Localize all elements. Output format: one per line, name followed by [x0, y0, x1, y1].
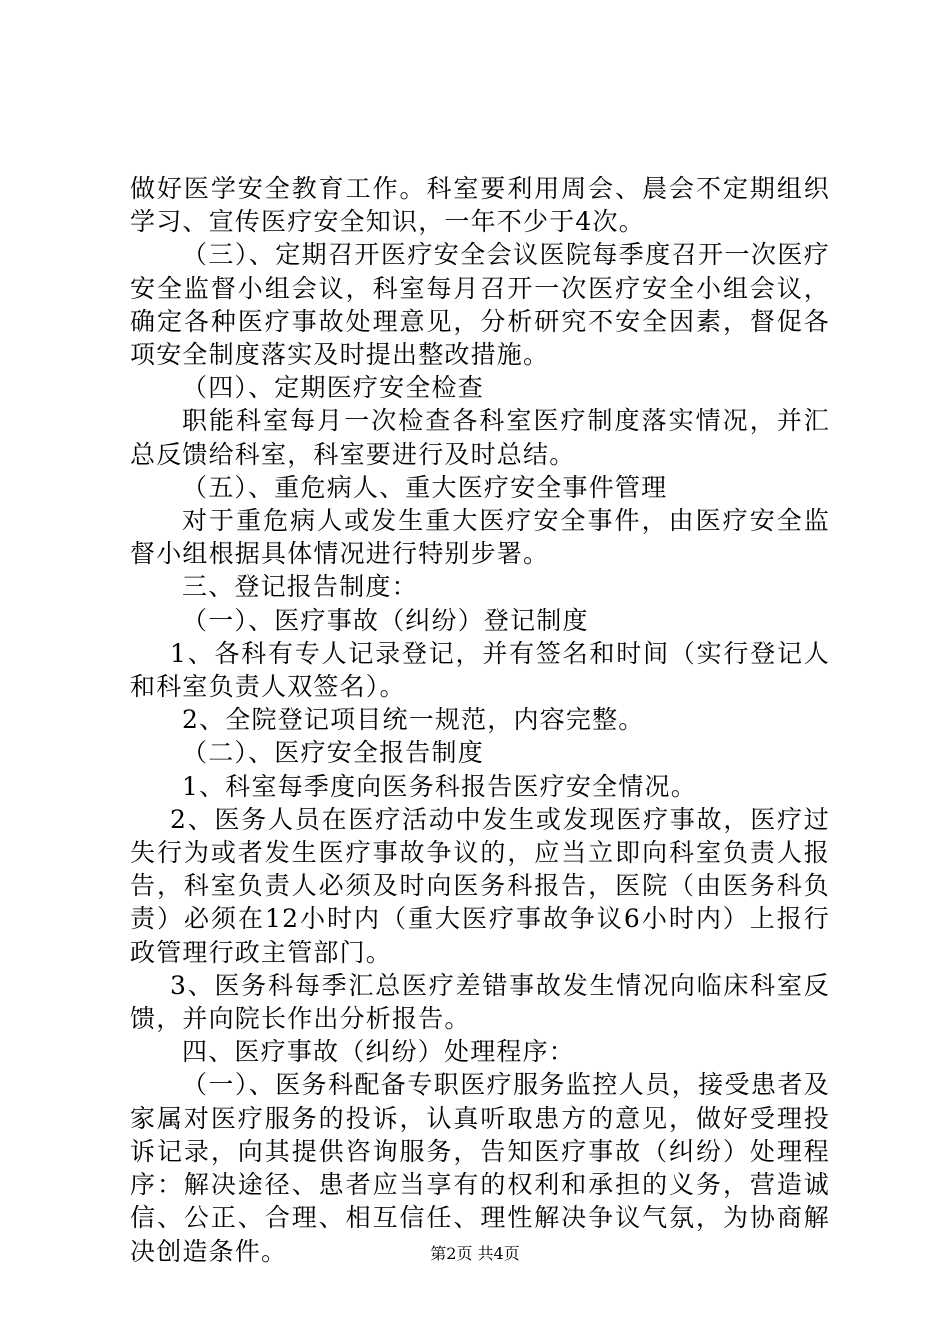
paragraph-reporting-item-3: 3、医务科每季汇总医疗差错事故发生情况向临床科室反馈，并向院长作出分析报告。	[130, 970, 830, 1034]
page-number: 第2页 共4页	[430, 1244, 520, 1263]
heading-critical-patient-management: （五）、重危病人、重大医疗安全事件管理	[182, 472, 668, 502]
heading-safety-reporting: （二）、医疗安全报告制度	[182, 738, 484, 768]
heading-dispute-handling: 四、医疗事故（纠纷）处理程序：	[182, 1037, 576, 1067]
paragraph-safety-education: 做好医学安全教育工作。科室要利用周会、晨会不定期组织学习、宣传医疗安全知识，一年不少于4次。	[130, 174, 830, 237]
paragraph-dispute-handling-1: （一）、医务科配备专职医疗服务监控人员，接受患者及家属对医疗服务的投诉，认真听取患方的意见，做好受理投诉记录，向其提供咨询服务，告知医疗事故（纠纷）处理程序：解决途径、患者应当享有的权利和承担的义务，营造诚信、公正、合理、相互信任、理性解决争议气氛，为协商解决创造条件。	[130, 1070, 830, 1266]
heading-registration-reporting: 三、登记报告制度：	[182, 572, 418, 602]
paragraph-registration-item-1: 1、各科有专人记录登记，并有签名和时间（实行登记人和科室负责人双签名）。	[130, 638, 830, 702]
paragraph-safety-inspection: 职能科室每月一次检查各科室医疗制度落实情况，并汇总反馈给科室，科室要进行及时总结。	[130, 406, 830, 469]
paragraph-critical-patient-management: 对于重危病人或发生重大医疗安全事件，由医疗安全监督小组根据具体情况进行特别步署。	[130, 506, 830, 569]
paragraph-registration-item-2: 2、全院登记项目统一规范，内容完整。	[182, 705, 645, 735]
paragraph-reporting-item-2: 2、医务人员在医疗活动中发生或发现医疗事故，医疗过失行为或者发生医疗事故争议的，应当立即向科室负责人报告，科室负责人必须及时向医务科报告，医院（由医务科负责）必须在12小时内（重大医疗事故争议6小时内）上报行政管理行政主管部门。	[130, 804, 830, 967]
heading-safety-inspection: （四）、定期医疗安全检查	[182, 373, 484, 403]
heading-accident-registration: （一）、医疗事故（纠纷）登记制度	[182, 605, 589, 635]
paragraph-reporting-item-1: 1、科室每季度向医务科报告医疗安全情况。	[182, 771, 697, 801]
paragraph-safety-meeting: （三）、定期召开医疗安全会议医院每季度召开一次医疗安全监督小组会议，科室每月召开一次医疗安全小组会议，确定各种医疗事故处理意见，分析研究不安全因素，督促各项安全制度落实及时提出整改措施。	[130, 240, 830, 370]
document-body	[130, 172, 830, 1268]
